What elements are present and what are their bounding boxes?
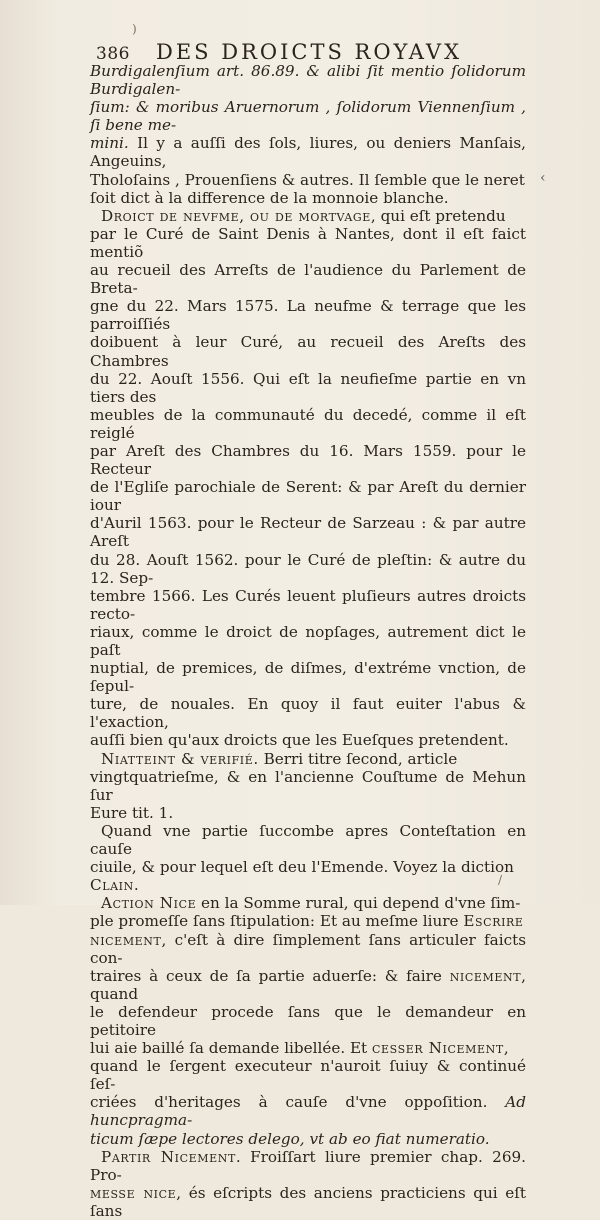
text-line bbox=[90, 967, 526, 1003]
text-segment: le defendeur procede ſans que le demandeur en petitoire bbox=[90, 1002, 526, 1039]
text-segment: criées d'heritages à cauſe d'vne oppoſition. bbox=[90, 1093, 506, 1112]
text-segment: meubles de la communauté du decedé, comme il eſt reiglé bbox=[90, 405, 526, 442]
top-ink-mark: ) bbox=[132, 22, 137, 36]
text-line bbox=[90, 189, 526, 207]
text-segment: , quand bbox=[90, 966, 526, 1003]
text-segment: Ad huncpragma- bbox=[90, 1093, 526, 1130]
text-segment: Droict de nevfme, ou de mortvage bbox=[101, 206, 371, 225]
text-segment: ſium: & moribus Aruernorum , ſolidorum Viennenſium , ſi bene me- bbox=[90, 98, 526, 135]
text-segment: ticum ſæpe lectores delego, vt ab eo fiat numeratio. bbox=[90, 1129, 490, 1148]
text-segment: lui aie baillé ſa demande libellée. Et bbox=[90, 1039, 372, 1058]
text-line bbox=[90, 659, 526, 695]
text-segment: d'Auril 1563. pour le Recteur de Sarzeau : & par autre Areſt bbox=[90, 514, 526, 551]
text-line bbox=[90, 876, 526, 894]
text-segment: . Froiſſart liure premier chap. 269. Pro- bbox=[90, 1147, 526, 1184]
text-line bbox=[90, 551, 526, 587]
text-segment: Clain. bbox=[90, 876, 140, 895]
text-segment: auſſi bien qu'aux droicts que les Eueſques pretendent. bbox=[90, 731, 509, 750]
text-segment: cesser Nicement bbox=[372, 1039, 504, 1058]
text-line bbox=[90, 98, 526, 134]
margin-mark: ‹ bbox=[540, 170, 546, 186]
text-segment: mini. bbox=[90, 134, 129, 153]
text-line bbox=[90, 623, 526, 659]
bottom-ink-mark: / bbox=[498, 873, 503, 887]
text-segment: doibuent à leur Curé, au recueil des Areſts des Chambres bbox=[90, 333, 526, 370]
text-line bbox=[90, 370, 526, 406]
text-segment: ture, de nouales. En quoy il faut euiter l'abus & l'exaction, bbox=[90, 695, 526, 732]
text-segment: Partir Nicement bbox=[101, 1147, 236, 1166]
text-segment: par le Curé de Saint Denis à Nantes, dont il eſt faict mentiõ bbox=[90, 224, 526, 261]
text-segment: Berri titre ſecond, article bbox=[258, 749, 458, 768]
running-head: DES DROICTS ROYAVX bbox=[156, 40, 463, 64]
text-segment: Eure tit. 1. bbox=[90, 803, 174, 822]
text-segment: , c'eſt à dire ſimplement ſans articuler faicts con- bbox=[90, 930, 526, 967]
text-line bbox=[90, 1184, 526, 1220]
text-line bbox=[90, 931, 526, 967]
text-line bbox=[90, 731, 526, 749]
text-line bbox=[90, 804, 526, 822]
text-segment: Quand vne partie ſuccombe apres Conteſtation en cauſe bbox=[90, 821, 526, 859]
text-segment: en la Somme rural, qui depend d'vne ſim- bbox=[196, 894, 521, 913]
text-segment: de l'Egliſe parochiale de Serent: & par Areſt du dernier iour bbox=[90, 478, 526, 515]
text-segment: gne du 22. Mars 1575. La neufme & terrage que les parroiſſiés bbox=[90, 297, 526, 334]
text-segment: vingtquatrieſme, & en l'ancienne Couſtume de Mehun ſur bbox=[90, 767, 526, 804]
text-line bbox=[90, 1039, 526, 1057]
text-segment: nicement bbox=[449, 966, 522, 985]
text-line bbox=[90, 587, 526, 623]
text-segment: ciuile, & pour lequel eſt deu l'Emende. Voyez la diction bbox=[90, 858, 514, 877]
text-segment: Niatteint & verifié. bbox=[101, 749, 259, 768]
text-segment: du 28. Aouſt 1562. pour le Curé de pleſtin: & autre du 12. Sep- bbox=[90, 550, 526, 587]
text-line bbox=[90, 62, 526, 98]
text-line bbox=[90, 442, 526, 478]
text-segment: , és eſcripts des anciens practiciens qui eſt ſans bbox=[90, 1183, 526, 1220]
body-text bbox=[90, 62, 526, 1220]
text-segment: Action Nice bbox=[101, 894, 197, 913]
text-line bbox=[90, 1093, 526, 1129]
text-line bbox=[90, 171, 526, 189]
text-segment: Il y a auſſi des ſols, liures, ou deniers Manſais, Angeuins, bbox=[90, 134, 526, 171]
text-line bbox=[90, 750, 526, 768]
text-segment: nicement bbox=[90, 930, 162, 949]
text-line bbox=[90, 297, 526, 333]
text-segment: du 22. Aouſt 1556. Qui eſt la neufieſme partie en vn tiers des bbox=[90, 369, 526, 406]
text-segment: tembre 1566. Les Curés leuent pluſieurs autres droicts recto- bbox=[90, 586, 526, 623]
text-line bbox=[90, 822, 526, 858]
text-line bbox=[90, 406, 526, 442]
text-segment: ple promeſſe ſans ſtipulation: Et au meſme liure bbox=[90, 912, 464, 931]
text-segment: au recueil des Arreſts de l'audience du Parlement de Breta- bbox=[90, 261, 526, 298]
text-segment: Tholoſains , Prouenſiens & autres. Il ſemble que le neret bbox=[90, 170, 525, 189]
text-segment: par Areſt des Chambres du 16. Mars 1559. pour le Recteur bbox=[90, 441, 526, 479]
text-segment: , qui eſt pretendu bbox=[370, 206, 506, 225]
text-line bbox=[90, 225, 526, 261]
page-number: 386 bbox=[96, 44, 130, 64]
text-line bbox=[90, 1148, 526, 1184]
text-line bbox=[90, 695, 526, 731]
text-segment: , bbox=[503, 1039, 509, 1058]
text-line bbox=[90, 514, 526, 550]
text-line bbox=[90, 261, 526, 297]
text-line bbox=[90, 1003, 526, 1039]
text-segment: nuptial, de premices, de diſmes, d'extréme vnction, de ſepul- bbox=[90, 659, 526, 696]
text-line bbox=[90, 1057, 526, 1093]
text-segment: riaux, comme le droict de nopſages, autrement dict le paſt bbox=[90, 622, 526, 659]
text-line bbox=[90, 894, 526, 912]
text-line bbox=[90, 134, 526, 170]
text-segment: meſſe nice bbox=[90, 1183, 177, 1202]
text-line bbox=[90, 1130, 526, 1148]
text-line bbox=[90, 768, 526, 804]
text-segment: ſoit dict à la difference de la monnoie blanche. bbox=[90, 188, 449, 207]
text-line bbox=[90, 333, 526, 369]
text-segment: Burdigalenſium art. 86.89. & alibi ſit mentio ſolidorum Burdigalen- bbox=[90, 62, 526, 99]
text-segment: traires à ceux de ſa partie aduerſe: & faire bbox=[90, 966, 450, 985]
text-segment: Escrire bbox=[463, 912, 524, 931]
text-segment: quand le ſergent executeur n'auroit ſuiuy & continué ſeſ- bbox=[90, 1057, 526, 1094]
text-line bbox=[90, 912, 526, 930]
text-line bbox=[90, 207, 526, 225]
text-line bbox=[90, 478, 526, 514]
text-line bbox=[90, 858, 526, 876]
